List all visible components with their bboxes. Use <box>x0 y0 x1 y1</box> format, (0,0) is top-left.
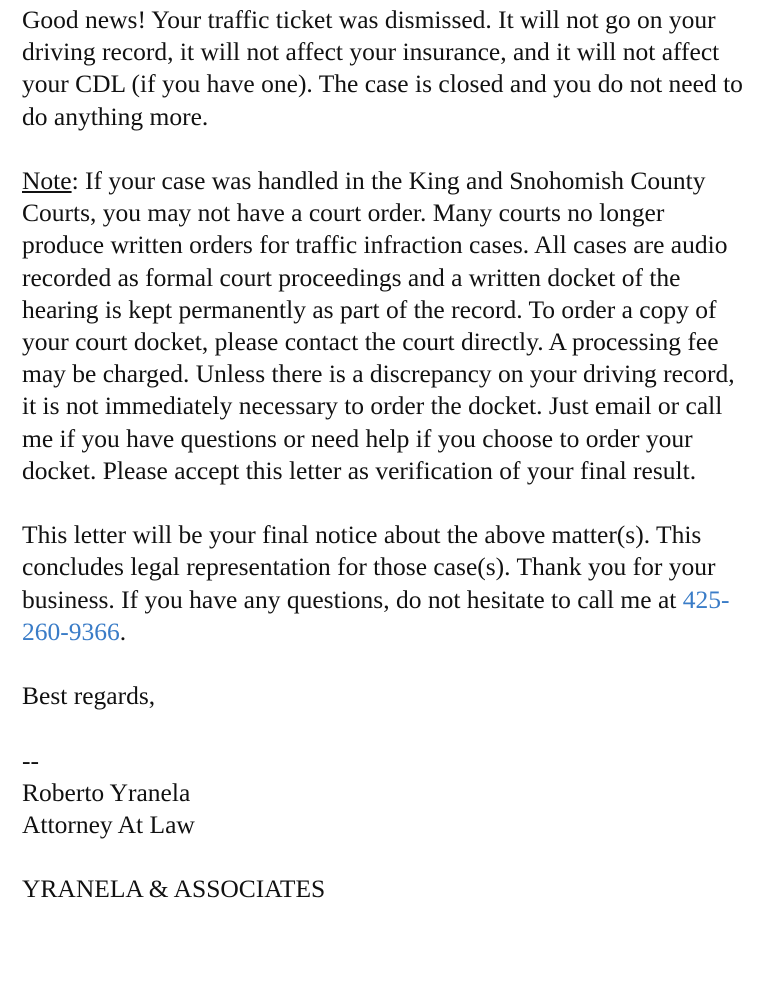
firm-name: YRANELA & ASSOCIATES <box>22 874 326 904</box>
letter-body <box>22 4 752 938</box>
note-paragraph <box>22 165 752 487</box>
note-text: : If your case was handled in the King and Snohomish County Courts, you may not have a court order. Many courts no longer produce written orders for traffic infraction cases. All cases are audio recorded as formal court proceedings and a written docket of the hearing is kept permanently as part of the record. To order a copy of your court docket, please contact the court directly. A processing fee may be charged. Unless there is a discrepancy on your driving record, it is not immediately necessary to order the docket. Just email or call me if you have questions or need help if you choose to order your docket. Please accept this letter as verification of your final result. <box>22 166 735 485</box>
final-notice-period: . <box>119 616 127 646</box>
signature-block <box>22 745 752 842</box>
final-notice-paragraph <box>22 519 752 648</box>
dismissal-paragraph: Good news! Your traffic ticket was dismissed. It will not go on your driving record, it will not affect your insurance, and it will not affect your CDL (if you have one). The case is closed and you do not need to do anything more. <box>22 5 743 131</box>
signature-separator: -- <box>22 745 39 775</box>
closing: Best regards, <box>22 681 156 711</box>
note-label: Note <box>22 166 72 195</box>
signer-name: Roberto Yranela <box>22 777 191 807</box>
phone-link[interactable]: 425-260-9366 <box>22 584 730 646</box>
signer-title: Attorney At Law <box>22 810 195 840</box>
final-notice-text: This letter will be your final notice about the above matter(s). This concludes legal representation for those case(s). Thank you for your business. If you have any questions, do not hesitate to call me at <box>22 520 716 614</box>
